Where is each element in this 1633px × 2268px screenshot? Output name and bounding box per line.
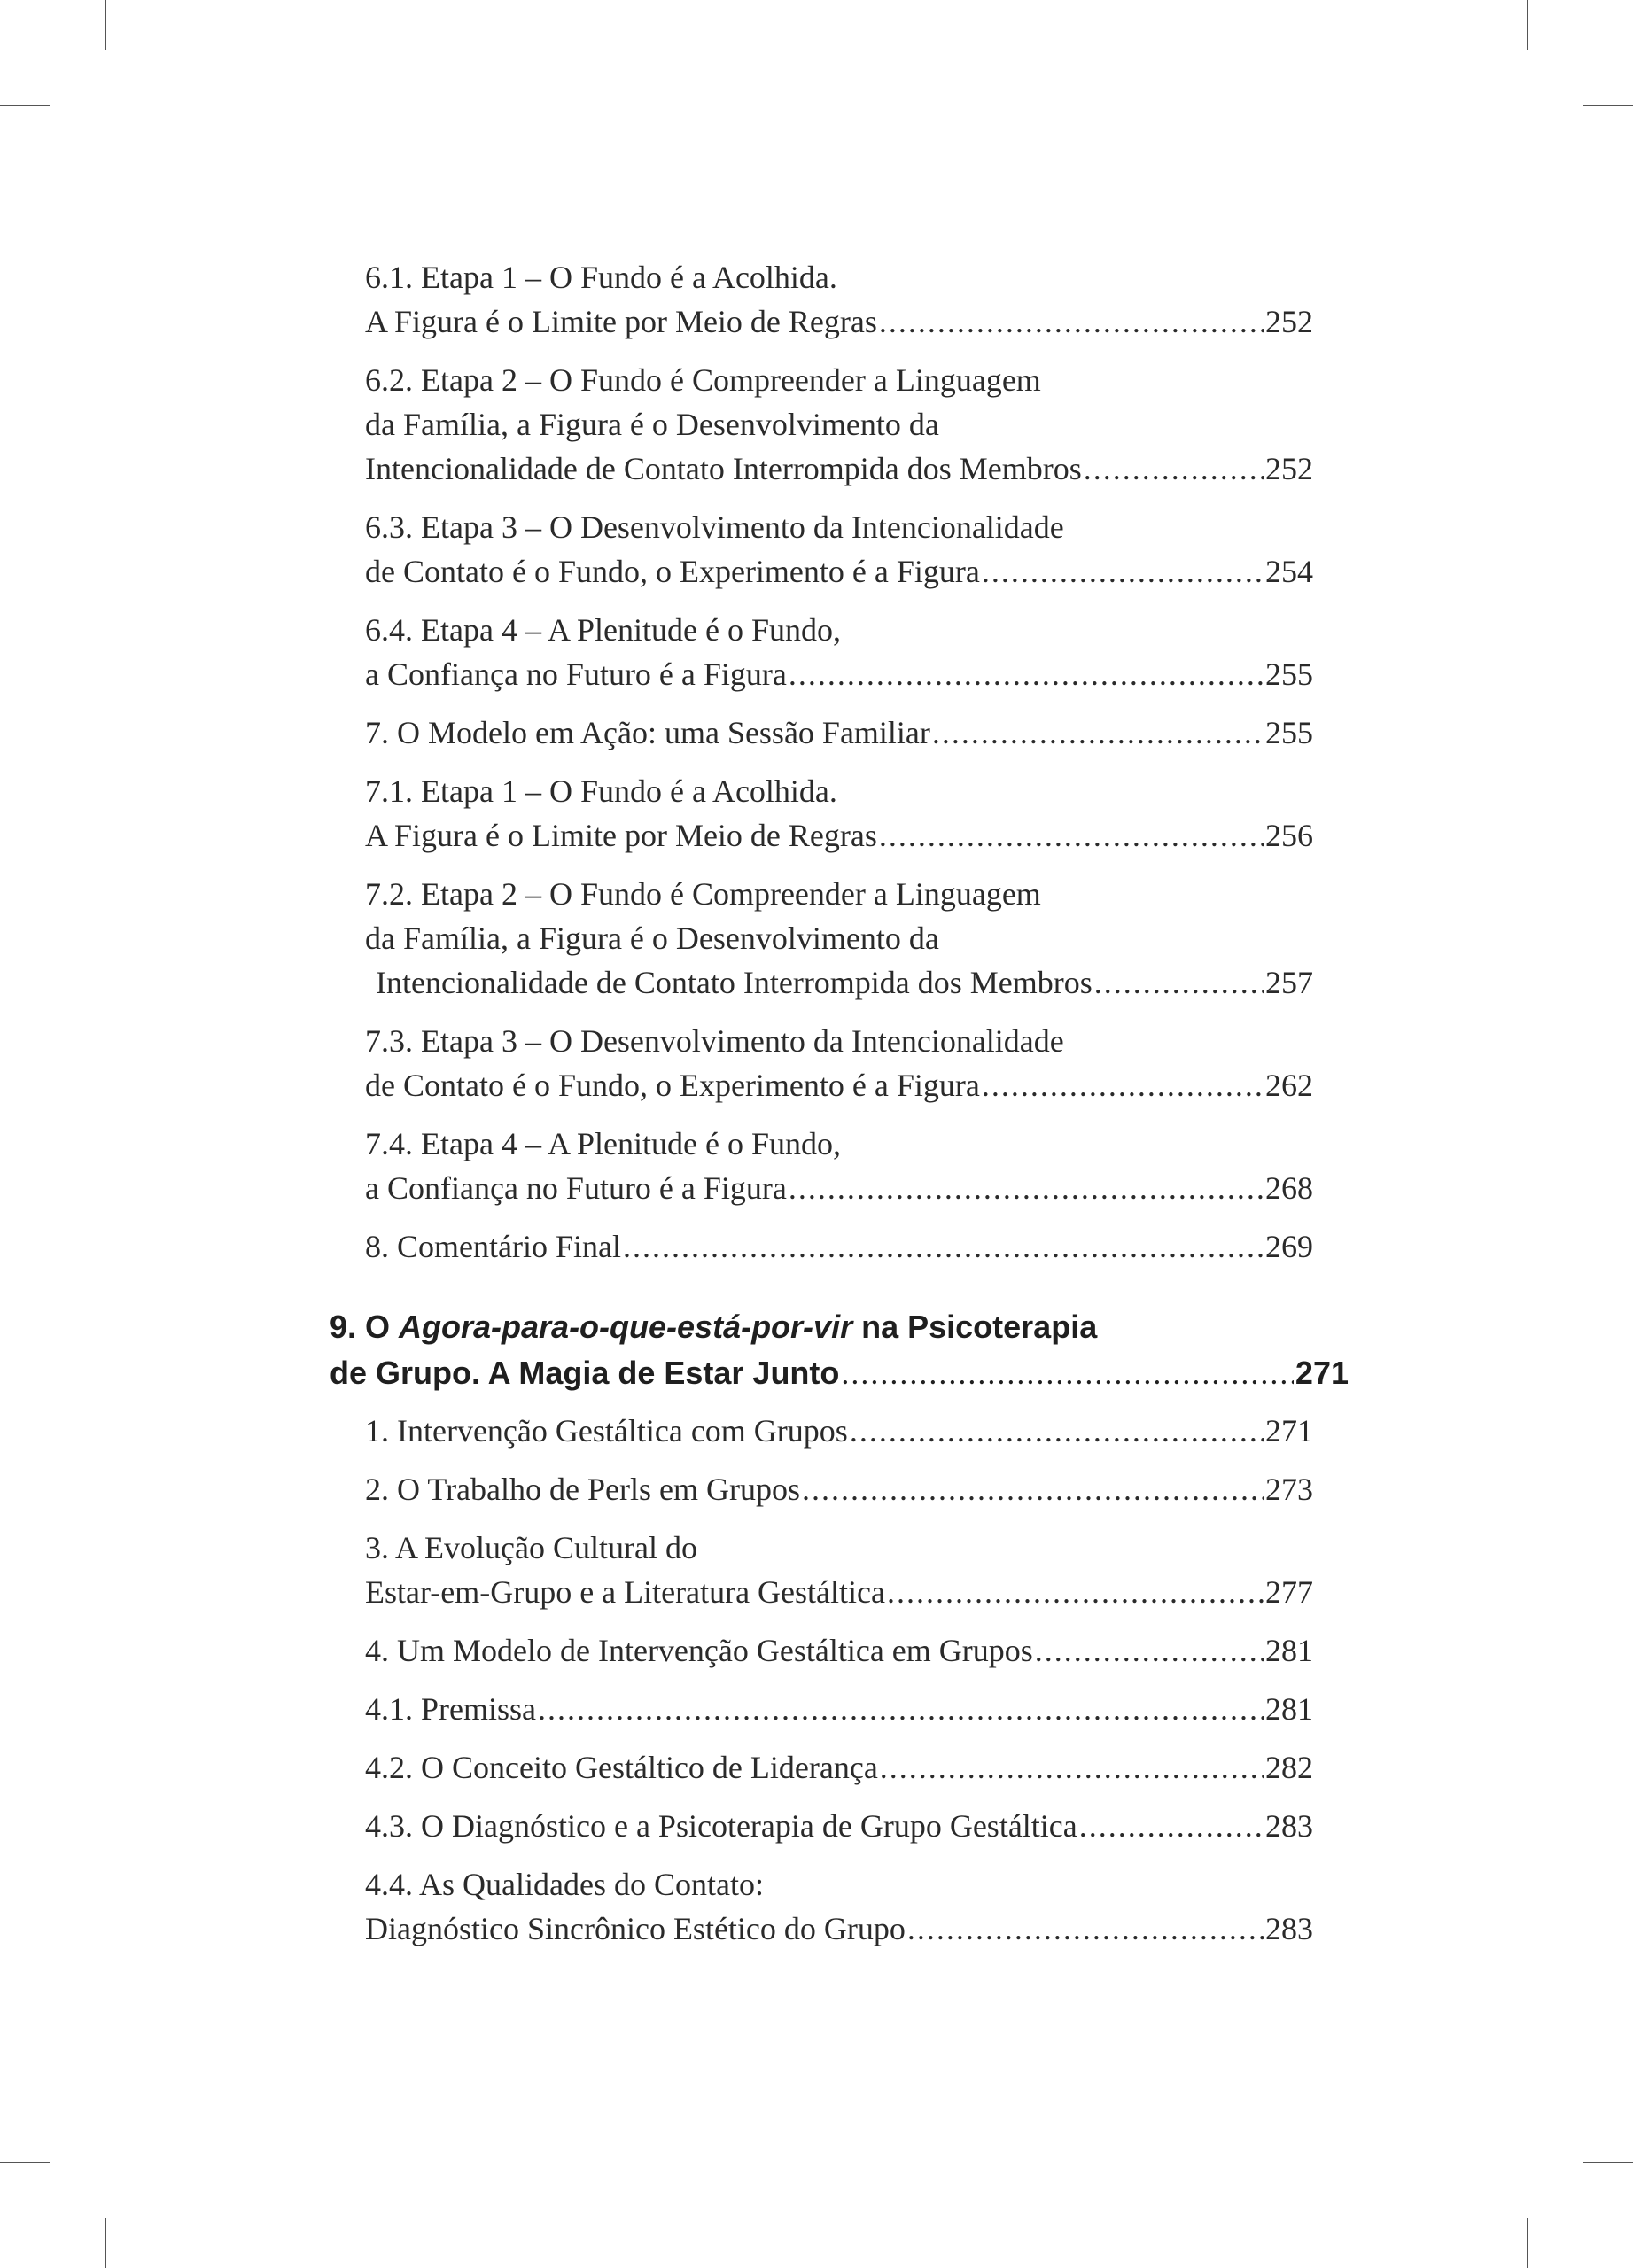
page-number: 281 [1265, 1633, 1313, 1668]
crop-mark [105, 0, 106, 50]
toc-entry-last-line [365, 711, 1313, 755]
chapter-title-italic: Agora-para-o-que-está-por-vir [399, 1309, 853, 1345]
dot-leader [789, 1166, 1264, 1210]
dot-leader [623, 1224, 1264, 1269]
table-of-contents [330, 255, 1349, 1965]
toc-entry [365, 1019, 1313, 1107]
toc-entry [365, 1526, 1313, 1614]
chapter-title-prefix: 9. O [330, 1309, 400, 1345]
dot-leader [932, 711, 1264, 755]
chapter-heading [330, 1304, 1349, 1396]
toc-entry-text: de Contato é o Fundo, o Experimento é a Figura [365, 1068, 980, 1103]
page-number: 269 [1265, 1229, 1313, 1264]
page-number: 252 [1265, 451, 1313, 486]
toc-entry-text: Intencionalidade de Contato Interrompida dos Membros [376, 965, 1093, 1000]
dot-leader [887, 1570, 1264, 1614]
toc-entry [365, 872, 1313, 1005]
page-number: 256 [1265, 818, 1313, 853]
toc-entry-text: 4.1. Premissa [365, 1691, 536, 1727]
toc-entry [365, 1409, 1313, 1453]
toc-entry-text: 4. Um Modelo de Intervenção Gestáltica em Grupos [365, 1633, 1033, 1668]
chapter-title-line [330, 1304, 1349, 1350]
toc-entry-last-line [365, 1467, 1313, 1511]
dot-leader [538, 1687, 1264, 1731]
page-number: 283 [1265, 1911, 1313, 1946]
crop-mark [0, 105, 50, 106]
dot-leader [1084, 447, 1264, 491]
toc-entry-line: 3. A Evolução Cultural do [365, 1530, 697, 1565]
toc-entry-last-line [365, 1166, 1313, 1210]
toc-entry-last-line [365, 1570, 1313, 1614]
toc-entry-last-line [365, 299, 1313, 344]
toc-entry [365, 1862, 1313, 1951]
toc-entry [365, 505, 1313, 594]
toc-entry-last-line [365, 549, 1313, 594]
toc-entry-line: 7.4. Etapa 4 – A Plenitude é o Fundo, [365, 1126, 841, 1161]
toc-entry-text: a Confiança no Futuro é a Figura [365, 656, 787, 692]
toc-entry-line: da Família, a Figura é o Desenvolvimento da [365, 407, 939, 442]
toc-entry-last-line [365, 1687, 1313, 1731]
crop-mark [0, 2162, 50, 2163]
toc-entry [365, 711, 1313, 755]
toc-entry-last-line [365, 1409, 1313, 1453]
toc-entry-line: 7.1. Etapa 1 – O Fundo é a Acolhida. [365, 773, 837, 809]
chapter-title-last-line [330, 1350, 1349, 1396]
toc-entry [365, 1467, 1313, 1511]
page-number: 255 [1265, 656, 1313, 692]
toc-entry-last-line [365, 652, 1313, 696]
crop-mark [1527, 0, 1528, 50]
toc-entry [365, 1687, 1313, 1731]
toc-entry [365, 608, 1313, 696]
dot-leader [789, 652, 1264, 696]
toc-entry-line: 6.3. Etapa 3 – O Desenvolvimento da Intencionalidade [365, 509, 1064, 545]
dot-leader [982, 1063, 1264, 1107]
toc-section-before [330, 255, 1349, 1269]
toc-entry-line: 6.4. Etapa 4 – A Plenitude é o Fundo, [365, 612, 841, 648]
crop-mark [105, 2218, 106, 2268]
toc-entry [365, 769, 1313, 858]
chapter-title-suffix: na Psicoterapia [852, 1309, 1098, 1345]
dot-leader [879, 813, 1264, 858]
toc-entry [365, 358, 1313, 491]
toc-entry-last-line [365, 960, 1313, 1005]
toc-entry-last-line [365, 813, 1313, 858]
toc-section-after [330, 1409, 1349, 1951]
page-number: 281 [1265, 1691, 1313, 1727]
page-number: 273 [1265, 1472, 1313, 1507]
dot-leader [1094, 960, 1264, 1005]
toc-entry [365, 255, 1313, 344]
toc-entry-text: Diagnóstico Sincrônico Estético do Grupo [365, 1911, 906, 1946]
crop-mark [1527, 2218, 1528, 2268]
toc-entry-text: 7. O Modelo em Ação: uma Sessão Familiar [365, 715, 930, 750]
toc-entry-text: 4.2. O Conceito Gestáltico de Liderança [365, 1750, 878, 1785]
page-number: 271 [1295, 1355, 1349, 1391]
dot-leader [850, 1409, 1264, 1453]
crop-mark [1583, 105, 1633, 106]
page-number: 268 [1265, 1170, 1313, 1206]
toc-entry [365, 1804, 1313, 1848]
toc-entry-line: 7.2. Etapa 2 – O Fundo é Compreender a Linguagem [365, 876, 1041, 912]
dot-leader [879, 299, 1264, 344]
toc-entry [365, 1122, 1313, 1210]
dot-leader [880, 1745, 1264, 1790]
dot-leader [802, 1467, 1264, 1511]
toc-entry-text: de Contato é o Fundo, o Experimento é a Figura [365, 554, 980, 589]
toc-entry-last-line [365, 1804, 1313, 1848]
dot-leader [1035, 1628, 1264, 1673]
toc-entry [365, 1628, 1313, 1673]
toc-entry-last-line [365, 1063, 1313, 1107]
toc-entry-text: 4.3. O Diagnóstico e a Psicoterapia de Grupo Gestáltica [365, 1808, 1077, 1844]
toc-entry-last-line [365, 1628, 1313, 1673]
crop-mark [1583, 2162, 1633, 2163]
toc-entry-text: Estar-em-Grupo e a Literatura Gestáltica [365, 1574, 885, 1610]
toc-entry-text: 1. Intervenção Gestáltica com Grupos [365, 1413, 848, 1449]
dot-leader [982, 549, 1264, 594]
toc-entry [365, 1224, 1313, 1269]
page-number: 282 [1265, 1750, 1313, 1785]
toc-entry-line: 6.1. Etapa 1 – O Fundo é a Acolhida. [365, 260, 837, 295]
page-number: 262 [1265, 1068, 1313, 1103]
toc-entry-text: A Figura é o Limite por Meio de Regras [365, 304, 877, 339]
toc-entry-text: 2. O Trabalho de Perls em Grupos [365, 1472, 800, 1507]
dot-leader [907, 1907, 1264, 1951]
toc-entry-last-line [365, 1224, 1313, 1269]
toc-entry-line: 7.3. Etapa 3 – O Desenvolvimento da Intencionalidade [365, 1023, 1064, 1059]
toc-entry-line: 4.4. As Qualidades do Contato: [365, 1867, 764, 1902]
page-number: 271 [1265, 1413, 1313, 1449]
toc-entry-last-line [365, 447, 1313, 491]
toc-entry-last-line [365, 1907, 1313, 1951]
toc-entry-text: a Confiança no Futuro é a Figura [365, 1170, 787, 1206]
page-number: 255 [1265, 715, 1313, 750]
toc-entry-text: Intencionalidade de Contato Interrompida dos Membros [365, 451, 1082, 486]
page-number: 257 [1265, 965, 1313, 1000]
toc-entry-line: 6.2. Etapa 2 – O Fundo é Compreender a Linguagem [365, 362, 1041, 398]
toc-entry-last-line [365, 1745, 1313, 1790]
dot-leader [1079, 1804, 1264, 1848]
page-number: 254 [1265, 554, 1313, 589]
toc-entry-text: 8. Comentário Final [365, 1229, 621, 1264]
page-number: 252 [1265, 304, 1313, 339]
toc-entry [365, 1745, 1313, 1790]
page-number: 277 [1265, 1574, 1313, 1610]
dot-leader [841, 1350, 1294, 1396]
toc-entry-line: da Família, a Figura é o Desenvolvimento da [365, 920, 939, 956]
toc-entry-text: A Figura é o Limite por Meio de Regras [365, 818, 877, 853]
chapter-title-text: de Grupo. A Magia de Estar Junto [330, 1355, 840, 1391]
page-number: 283 [1265, 1808, 1313, 1844]
